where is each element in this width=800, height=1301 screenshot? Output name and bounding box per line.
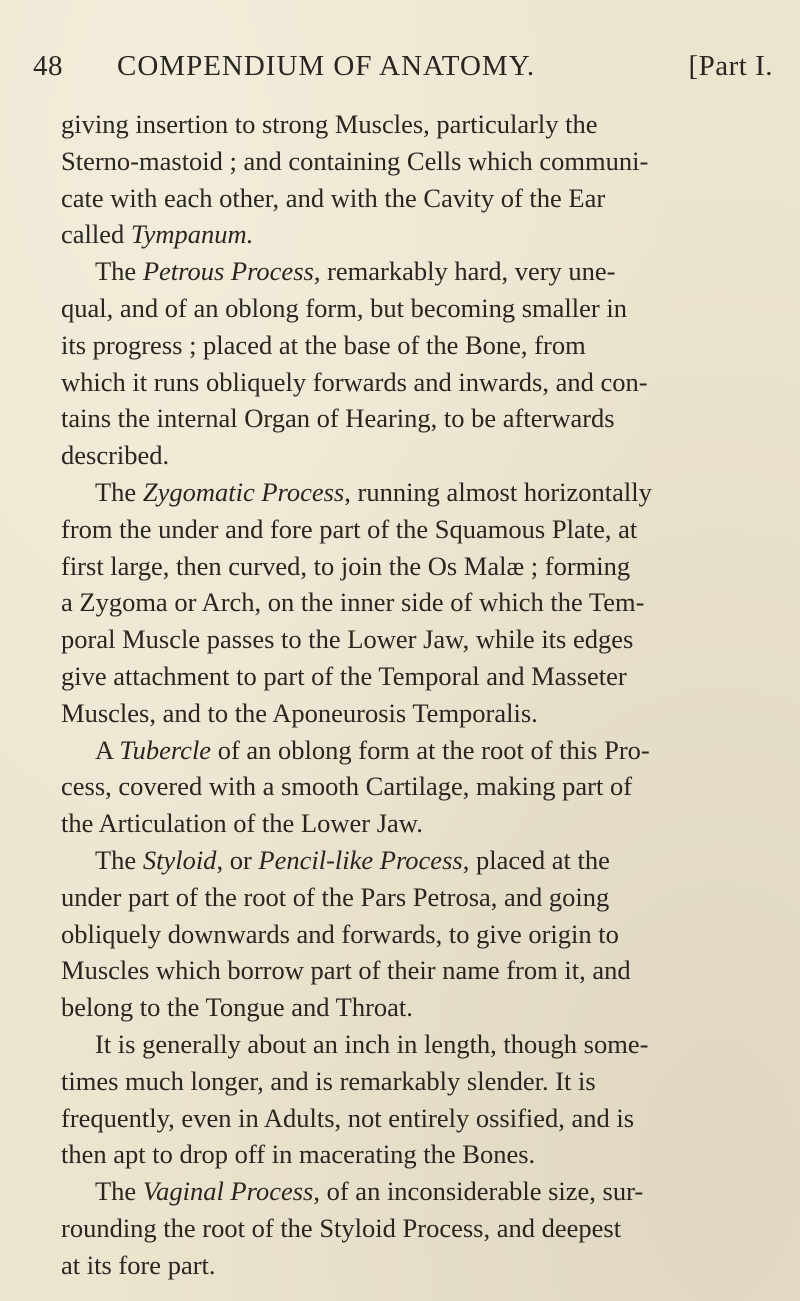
- text-line: [61, 1063, 766, 1100]
- text-segment: The: [95, 476, 143, 507]
- text-line: [61, 216, 766, 253]
- text-segment: first large, then curved, to join the Os Malæ ; forming: [61, 550, 631, 581]
- italic-term: Tubercle: [119, 734, 212, 765]
- text-segment: Muscles, and to the Aponeurosis Temporalis.: [61, 697, 538, 728]
- text-segment: which it runs obliquely forwards and inwards, and con-: [61, 366, 648, 397]
- text-line: [61, 400, 766, 437]
- text-line: [61, 1210, 766, 1247]
- text-segment: at its fore part.: [61, 1249, 216, 1280]
- text-segment: described.: [61, 440, 170, 471]
- text-line: [61, 1100, 766, 1137]
- text-segment: A: [95, 734, 120, 765]
- text-segment: from the under and fore part of the Squamous Plate, at: [61, 513, 638, 544]
- text-line: [61, 952, 766, 989]
- text-line: [61, 548, 766, 585]
- part-label: [Part I.: [688, 50, 773, 82]
- italic-term: Petrous Process: [142, 256, 314, 287]
- text-line: [61, 1026, 766, 1063]
- text-segment: its progress ; placed at the base of the Bone, from: [61, 329, 586, 360]
- page-number: 48: [33, 50, 63, 82]
- text-line: [61, 1173, 766, 1210]
- text-line: [61, 511, 766, 548]
- text-segment: particularly the: [436, 109, 598, 139]
- text-segment: belong to the Tongue and Throat.: [61, 992, 413, 1023]
- text-segment: obliquely downwards and forwards, to give origin to: [61, 918, 619, 949]
- text-line: [61, 584, 766, 621]
- italic-term: Pencil-like Process: [258, 844, 463, 875]
- text-segment: , remarkably hard, very une-: [313, 256, 616, 287]
- page-header: [33, 50, 773, 90]
- text-line: [61, 842, 766, 879]
- text-segment: give attachment to part of the Temporal and Masseter: [61, 660, 627, 691]
- running-title: COMPENDIUM OF ANATOMY.: [117, 50, 536, 82]
- italic-term: Tympanum.: [130, 219, 254, 250]
- text-segment: tains the internal Organ of Hearing, to be afterwards: [61, 403, 615, 434]
- text-segment: cess, covered with a smooth Cartilage, making part of: [61, 771, 633, 802]
- text-line: [61, 916, 766, 953]
- text-line: [61, 143, 766, 180]
- text-segment: under part of the root of the Pars Petrosa, and going: [61, 881, 610, 912]
- text-line: [61, 474, 766, 511]
- text-line: [61, 327, 766, 364]
- text-segment: cate with each other, and with the Cavity of the Ear: [61, 182, 606, 213]
- text-segment: poral Muscle passes to the Lower Jaw, while its edges: [61, 624, 634, 655]
- text-line: [61, 290, 766, 327]
- text-segment: a Zygoma or Arch, on the inner side of which the Tem-: [61, 587, 645, 618]
- text-segment: rounding the root of the Styloid Process, and deepest: [61, 1212, 622, 1243]
- text-line: [61, 180, 766, 217]
- text-segment: times much longer, and is remarkably slender. It is: [61, 1065, 596, 1096]
- text-line: [61, 805, 766, 842]
- text-line: [61, 658, 766, 695]
- text-line: [61, 621, 766, 658]
- text-segment: The: [95, 844, 143, 875]
- text-segment: The: [95, 1176, 143, 1207]
- text-line: [61, 253, 766, 290]
- text-line: [61, 1136, 766, 1173]
- text-segment: , running almost horizontally: [344, 476, 652, 507]
- text-segment: , of an inconsiderable size, sur-: [313, 1176, 644, 1207]
- text-segment: giving insertion to strong Muscles,: [61, 109, 437, 139]
- text-line: [61, 364, 766, 401]
- text-line: [61, 106, 766, 143]
- text-segment: the Articulation of the Lower Jaw.: [61, 808, 423, 839]
- text-segment: The: [95, 256, 143, 287]
- italic-term: Zygomatic Process: [142, 476, 345, 507]
- text-segment: It is generally about an inch in length, though some-: [95, 1028, 649, 1059]
- text-line: [61, 695, 766, 732]
- text-segment: of an oblong form at the root of this Pro-: [211, 734, 650, 765]
- italic-term: Styloid: [142, 844, 217, 875]
- text-segment: qual, and of an oblong form, but becoming smaller in: [61, 292, 627, 323]
- text-segment: Muscles which borrow part of their name from it, and: [61, 955, 631, 986]
- text-line: [61, 1247, 766, 1284]
- text-line: [61, 437, 766, 474]
- text-line: [61, 732, 766, 769]
- italic-term: Vaginal Process: [142, 1176, 314, 1207]
- text-line: [61, 768, 766, 805]
- text-segment: , or: [216, 844, 259, 875]
- text-line: [61, 879, 766, 916]
- body-text: [61, 106, 766, 1284]
- text-segment: , placed at the: [462, 844, 610, 875]
- text-segment: Sterno-mastoid ; and containing Cells which communi-: [61, 145, 649, 176]
- text-line: [61, 989, 766, 1026]
- text-segment: called: [61, 219, 131, 250]
- text-segment: frequently, even in Adults, not entirely ossified, and is: [61, 1102, 635, 1133]
- text-segment: then apt to drop off in macerating the Bones.: [61, 1139, 536, 1170]
